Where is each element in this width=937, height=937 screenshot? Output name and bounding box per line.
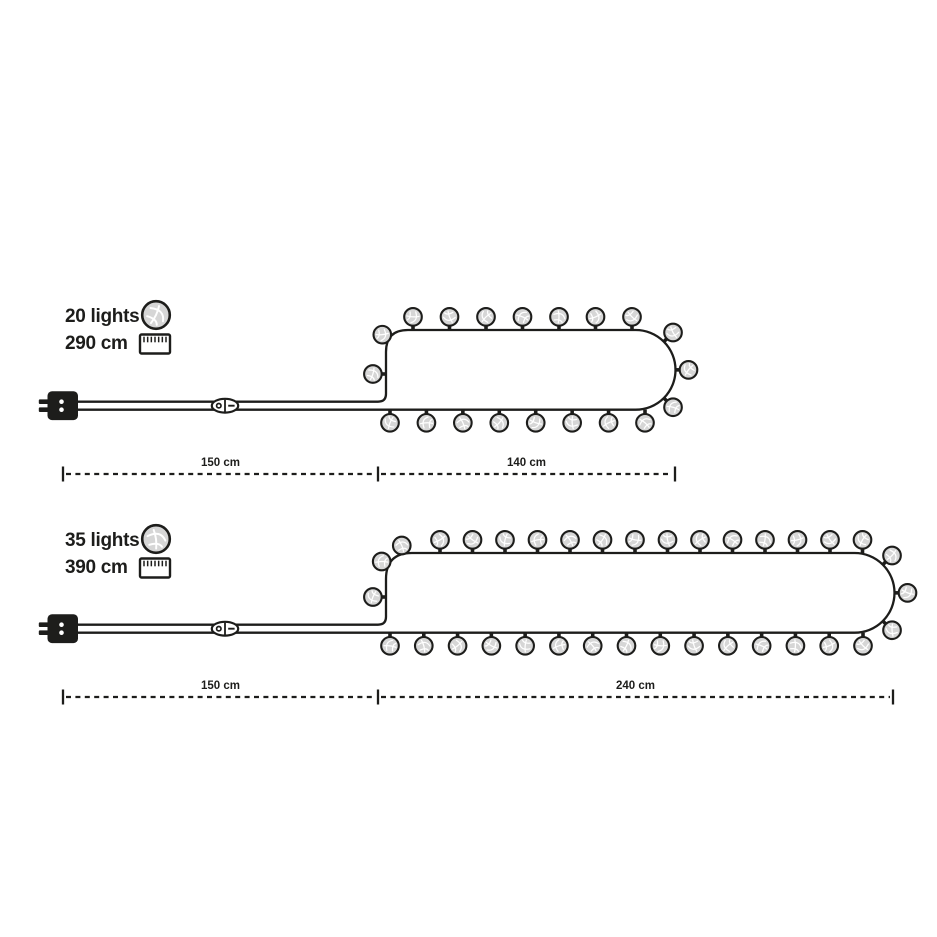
product-20-diagram	[39, 301, 698, 481]
cotton-ball-bulb	[626, 531, 644, 549]
cotton-ball-bulb	[404, 308, 422, 326]
cotton-ball-light-icon	[142, 525, 170, 553]
cotton-ball-bulb	[756, 531, 774, 549]
cotton-ball-bulb	[685, 637, 703, 655]
cotton-ball-bulb	[550, 308, 568, 326]
cotton-ball-bulb	[618, 637, 636, 655]
cotton-ball-bulb	[483, 637, 501, 655]
power-plug-icon	[39, 391, 78, 420]
cotton-ball-bulb	[516, 637, 534, 655]
cotton-ball-bulb	[600, 414, 618, 432]
legend-icons	[140, 525, 170, 577]
cotton-ball-bulb	[373, 326, 391, 344]
cotton-ball-bulb	[664, 398, 682, 416]
cotton-ball-bulb	[651, 637, 669, 655]
cotton-ball-bulb	[584, 637, 602, 655]
cotton-ball-bulb	[496, 531, 514, 549]
lights-count-label: 20 lights	[65, 306, 140, 327]
dimension-label: 240 cm	[615, 680, 656, 692]
dimension-label: 150 cm	[200, 680, 241, 692]
cotton-ball-bulb	[664, 324, 682, 342]
legend-icons	[140, 301, 170, 353]
cotton-ball-bulb	[789, 531, 807, 549]
cotton-ball-bulb	[854, 531, 872, 549]
cotton-ball-bulb	[527, 414, 545, 432]
cotton-ball-bulb	[594, 531, 612, 549]
string-light-drawing	[39, 531, 917, 654]
cotton-ball-bulb	[364, 365, 382, 383]
cotton-ball-bulb	[753, 637, 771, 655]
product-35-diagram	[39, 525, 917, 704]
cotton-ball-bulb	[529, 531, 547, 549]
cotton-ball-bulb	[415, 637, 433, 655]
ruler-icon	[140, 559, 170, 578]
cotton-ball-bulb	[441, 308, 459, 326]
cotton-ball-bulb	[899, 584, 917, 602]
inline-controller-icon	[212, 622, 238, 636]
cotton-ball-bulb	[514, 308, 532, 326]
light-string-wire	[78, 553, 895, 633]
cotton-ball-bulb	[820, 637, 838, 655]
cotton-ball-bulb	[854, 637, 872, 655]
dimension-line	[63, 680, 893, 705]
cotton-ball-bulb	[883, 547, 901, 565]
cotton-ball-bulb	[550, 637, 568, 655]
cotton-ball-bulb	[821, 531, 839, 549]
cotton-ball-bulb	[477, 308, 495, 326]
cotton-ball-bulb	[680, 361, 698, 379]
lights-count-label: 35 lights	[65, 530, 140, 551]
cotton-ball-bulb	[373, 553, 391, 571]
cotton-ball-bulb	[364, 588, 382, 606]
cotton-ball-light-icon	[142, 301, 170, 329]
cotton-ball-bulb	[636, 414, 654, 432]
cotton-ball-bulb	[393, 537, 411, 555]
cable-length-label: 290 cm	[65, 333, 128, 354]
cotton-ball-bulb	[381, 414, 399, 432]
cotton-ball-bulb	[464, 531, 482, 549]
dimension-line	[63, 457, 675, 482]
cable-length-label: 390 cm	[65, 557, 128, 578]
cotton-ball-bulb	[381, 637, 399, 655]
power-plug-icon	[39, 614, 78, 643]
cotton-ball-bulb	[490, 414, 508, 432]
cotton-ball-bulb	[787, 637, 805, 655]
cotton-ball-bulb	[561, 531, 579, 549]
cotton-ball-bulb	[691, 531, 709, 549]
cotton-ball-bulb	[623, 308, 641, 326]
dimension-label: 140 cm	[506, 457, 547, 469]
cotton-ball-bulb	[418, 414, 436, 432]
cotton-ball-bulb	[449, 637, 467, 655]
cotton-ball-bulb	[587, 308, 605, 326]
cotton-ball-bulb	[454, 414, 472, 432]
cotton-ball-bulb	[563, 414, 581, 432]
cotton-ball-bulb	[431, 531, 449, 549]
cotton-ball-bulb	[724, 531, 742, 549]
ruler-icon	[140, 335, 170, 354]
dimension-label: 150 cm	[200, 457, 241, 469]
cotton-ball-bulb	[659, 531, 677, 549]
inline-controller-icon	[212, 399, 238, 413]
cotton-ball-bulb	[719, 637, 737, 655]
cotton-ball-bulb	[883, 621, 901, 639]
